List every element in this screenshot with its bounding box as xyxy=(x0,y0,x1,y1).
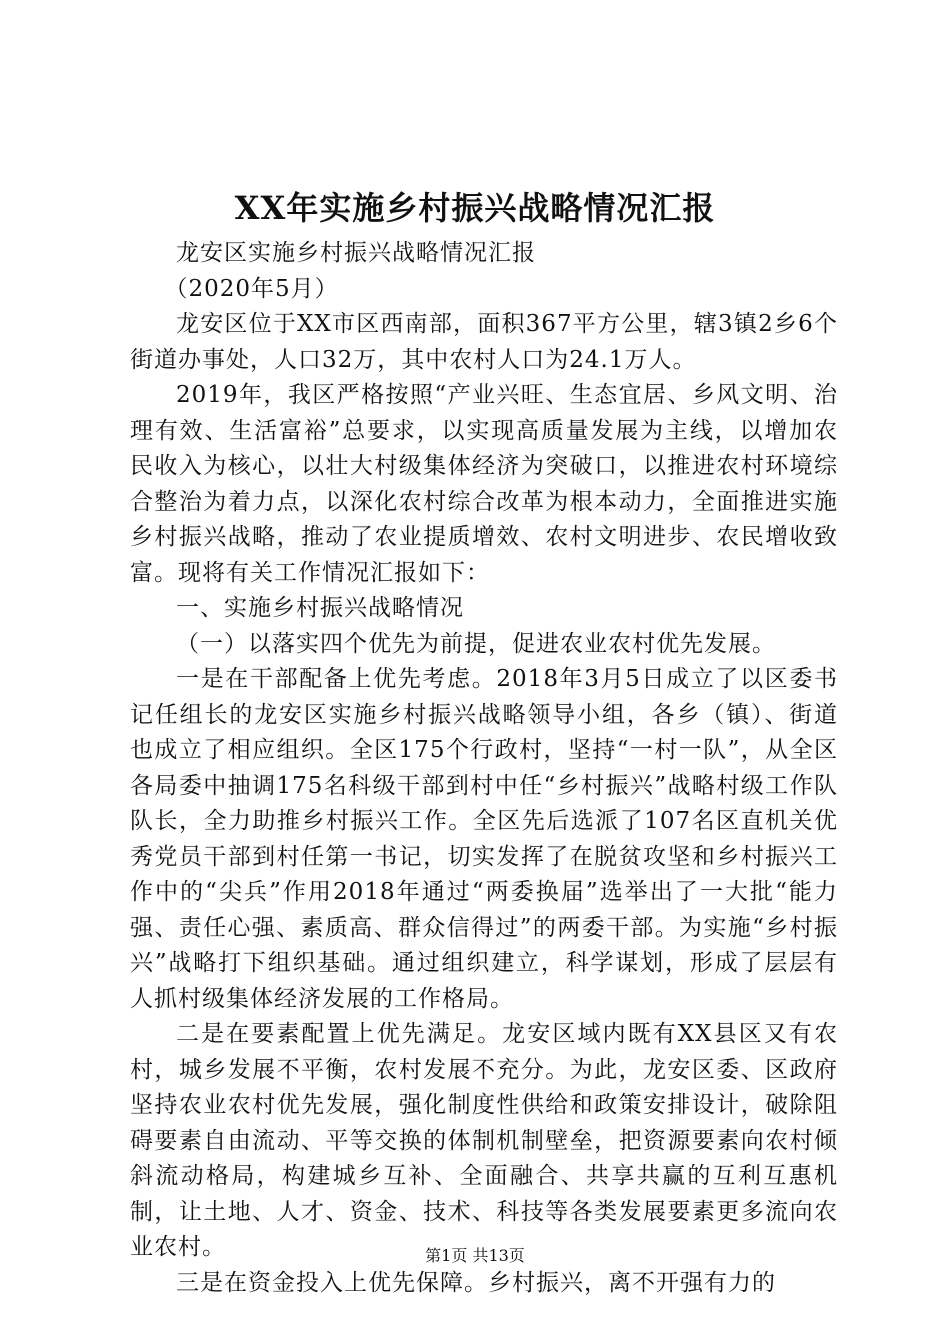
page-number-footer: 第1页 共13页 xyxy=(425,1246,525,1265)
document-subtitle: 龙安区实施乡村振兴战略情况汇报 xyxy=(176,240,536,266)
paragraph: 龙安区位于XX市区西南部，面积367平方公里，辖3镇2乡6个街道办事处，人口32万，其中农村人口为24.1万人。 xyxy=(130,311,838,373)
paragraph: 三是在资金投入上优先保障。乡村振兴，离不开强有力的 xyxy=(176,1269,776,1296)
paragraph: 2019年，我区严格按照“产业兴旺、生态宜居、乡风文明、治理有效、生活富裕”总要求，以实现高质量发展为主线，以增加农民收入为核心，以壮大村级集体经济为突破口，以推进农村环境综合整治为着力点，以深化农村综合改革为根本动力，全面推进实施乡村振兴战略，推动了农业提质增效、农村文明进步、农民增收致富。现将有关工作情况汇报如下： xyxy=(130,382,838,586)
section-heading: 一、实施乡村振兴战略情况 xyxy=(176,595,464,621)
paragraph: 一是在干部配备上优先考虑。2018年3月5日成立了以区委书记任组长的龙安区实施乡村振兴战略领导小组，各乡（镇）、街道也成立了相应组织。全区175个行政村，坚持“一村一队”，从全区各局委中抽调175名科级干部到村中任“乡村振兴”战略村级工作队队长，全力助推乡村振兴工作。全区先后选派了107名区直机关优秀党员干部到村任第一书记，切实发挥了在脱贫攻坚和乡村振兴工作中的“尖兵”作用2018年通过“两委换届”选举出了一大批“能力强、责任心强、素质高、群众信得过”的两委干部。为实施“乡村振兴”战略打下组织基础。通过组织建立，科学谋划，形成了层层有人抓村级集体经济发展的工作格局。 xyxy=(130,666,838,1012)
document-title: XX年实施乡村振兴战略情况汇报 xyxy=(234,189,716,227)
subsection-heading: （一）以落实四个优先为前提，促进农业农村优先发展。 xyxy=(176,630,776,657)
document-date: （2020年5月） xyxy=(164,275,339,302)
document-body xyxy=(130,236,838,1301)
paragraph: 二是在要素配置上优先满足。龙安区域内既有XX县区又有农村，城乡发展不平衡，农村发展不充分。为此，龙安区委、区政府坚持农业农村优先发展，强化制度性供给和政策安排设计，破除阻碍要素自由流动、平等交换的体制机制壁垒，把资源要素向农村倾斜流动格局，构建城乡互补、全面融合、共享共赢的互利互惠机制，让土地、人才、资金、技术、科技等各类发展要素更多流向农业农村。 xyxy=(130,1021,838,1260)
